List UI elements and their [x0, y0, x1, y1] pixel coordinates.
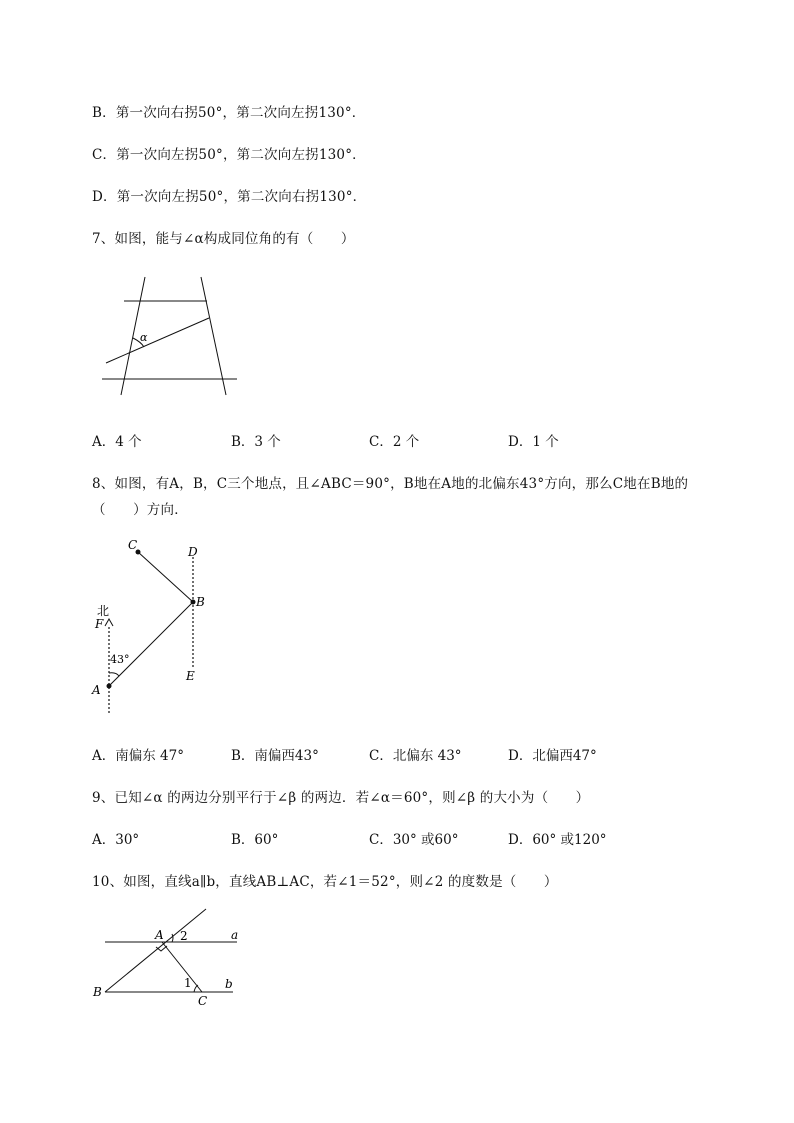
q7-option-d: D．1 个	[508, 434, 559, 450]
q8-option-a: A．南偏东 47°	[92, 748, 184, 764]
q8-label-angle: 43°	[110, 653, 130, 666]
q8-north-arrow-icon	[105, 619, 113, 626]
q9-option-c: C．30° 或60°	[369, 832, 459, 848]
q8-label-f: F	[95, 617, 104, 631]
q10-label-2: 2	[180, 929, 188, 943]
q7-option-c: C．2 个	[369, 434, 420, 450]
q8-label-e: E	[186, 669, 195, 683]
q8-label-north: 北	[97, 604, 110, 618]
q8-option-d: D．北偏西47°	[508, 748, 597, 764]
q8-label-d: D	[188, 545, 198, 559]
q10-figure	[90, 905, 245, 1010]
q8-angle-arc	[109, 673, 119, 676]
q6-option-c: C．第一次向左拐50°，第二次向左拐130°．	[92, 147, 366, 163]
q10-angle1-arc	[194, 985, 198, 992]
q8-label-a: A	[92, 683, 101, 697]
q10-stem: 10、如图，直线a∥b，直线AB⊥AC，若∠1＝52°，则∠2 的度数是（ ）	[92, 874, 558, 890]
q8-label-b: B	[196, 595, 205, 609]
q7-stem: 7、如图，能与∠α构成同位角的有（ ）	[92, 231, 355, 247]
q10-label-b-point: B	[93, 985, 102, 999]
q10-label-1: 1	[184, 976, 192, 990]
q8-stem-line1: 8、如图，有A，B，C三个地点，且∠ABC＝90°，B地在A地的北偏东43°方向，那么C地在B地的	[92, 476, 689, 492]
q9-option-a: A．30°	[92, 832, 140, 848]
q7-alpha-label: α	[140, 331, 148, 344]
q10-label-a-point: A	[155, 928, 164, 942]
q8-stem-line2: （ ）方向．	[92, 502, 188, 518]
q8-label-c: C	[128, 538, 138, 552]
q9-option-d: D．60° 或120°	[508, 832, 607, 848]
q8-point-b	[191, 600, 196, 605]
q9-stem: 9、已知∠α 的两边分别平行于∠β 的两边．若∠α＝60°，则∠β 的大小为（ ）	[92, 790, 590, 806]
q8-option-b: B．南偏西43°	[231, 748, 319, 764]
q8-line-bc	[138, 552, 193, 602]
q7-option-b: B．3 个	[231, 434, 281, 450]
q6-option-d: D．第一次向左拐50°，第二次向右拐130°．	[92, 189, 367, 205]
q9-option-b: B．60°	[231, 832, 279, 848]
q7-figure	[100, 275, 240, 400]
q10-label-b-line: b	[225, 977, 233, 991]
q7-line-right	[201, 277, 226, 395]
q8-line-ab	[109, 602, 193, 686]
q10-label-a-line: a	[231, 928, 239, 942]
q8-option-c: C．北偏东 43°	[369, 748, 462, 764]
q10-angle2-arc	[172, 934, 173, 942]
q7-transversal	[106, 318, 209, 363]
q8-point-a	[107, 684, 112, 689]
q10-label-c-point: C	[198, 994, 208, 1008]
q10-right-angle-mark	[156, 946, 167, 951]
q7-option-a: A．4 个	[92, 434, 142, 450]
q8-figure	[90, 535, 220, 720]
q10-line-ac	[162, 942, 202, 992]
q6-option-b: B．第一次向右拐50°，第二次向左拐130°．	[92, 105, 366, 121]
